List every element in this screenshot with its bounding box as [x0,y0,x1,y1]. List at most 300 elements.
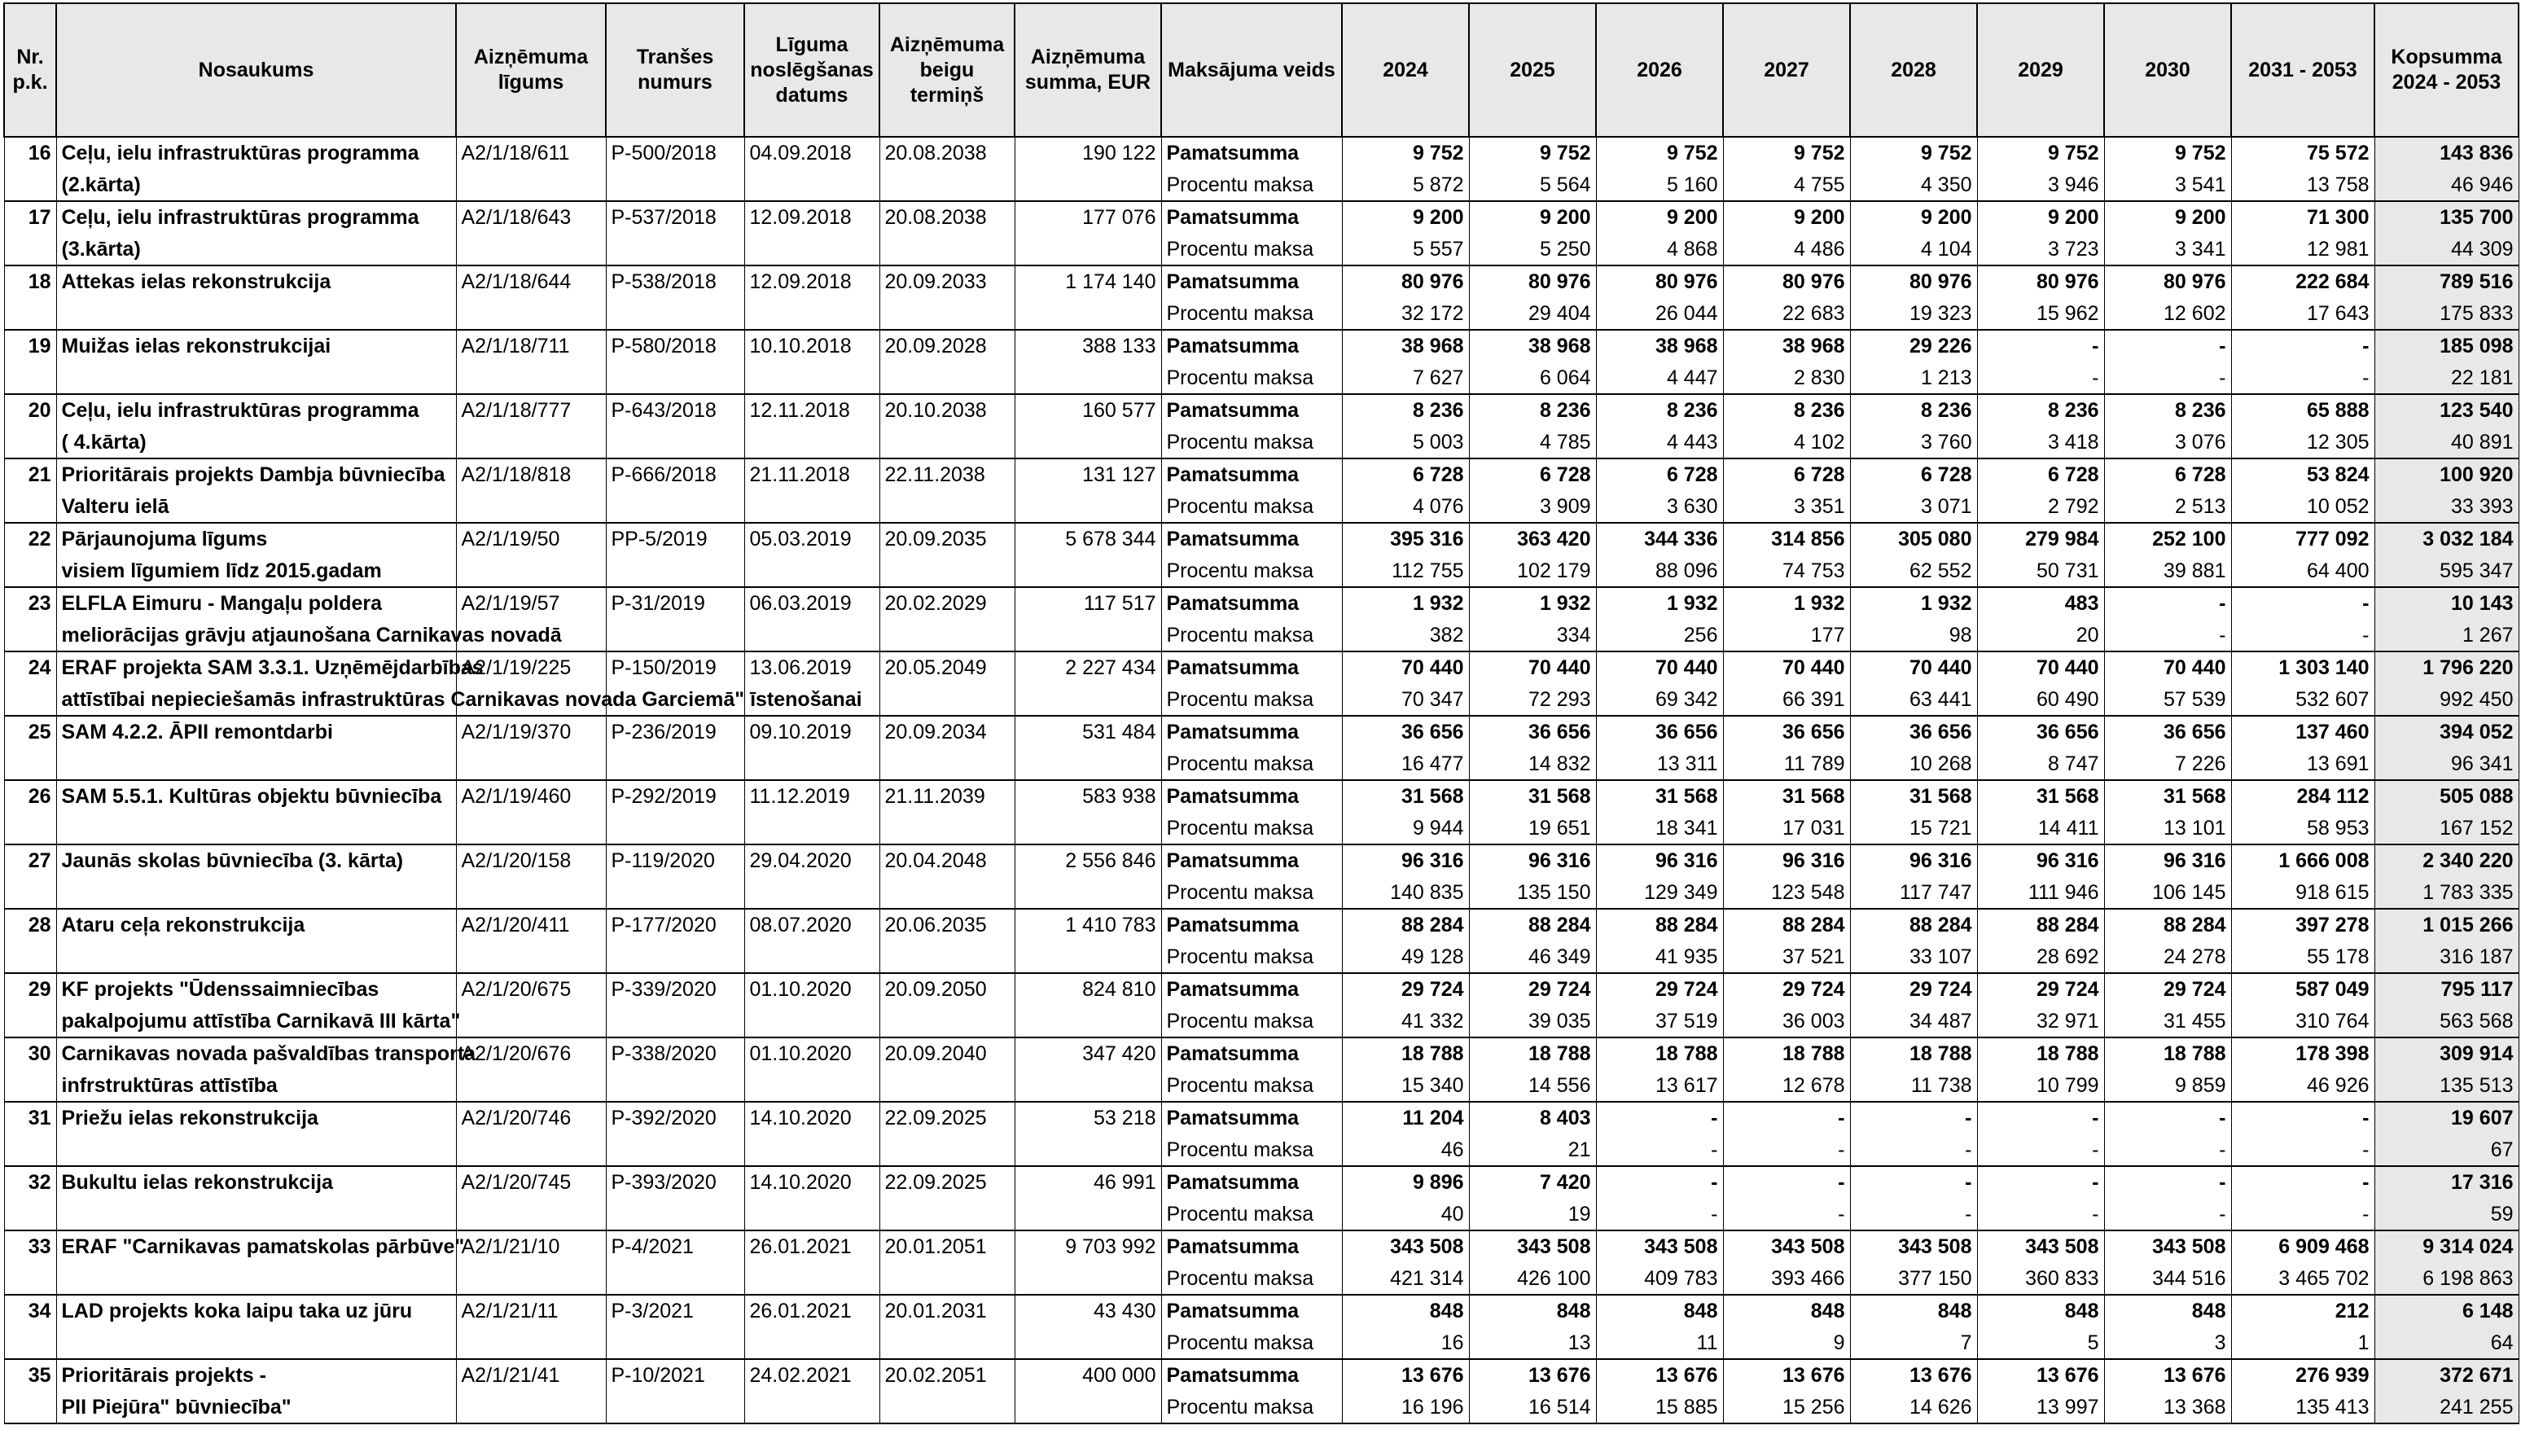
row-value: 53 824 [2231,458,2374,491]
row-number: 24 [4,651,56,684]
row-value: 15 962 [1977,298,2104,331]
row-value: 111 946 [1977,877,2104,910]
row-value: - [1850,1134,1977,1167]
row-total: 22 181 [2374,362,2519,395]
row-total: 9 314 024 [2374,1230,2519,1263]
empty-cell [4,1263,56,1296]
empty-cell [744,1006,879,1038]
empty-cell [456,234,606,266]
table-row [4,1295,2519,1327]
row-value: 31 568 [1596,780,1723,813]
row-end-term: 20.04.2048 [879,844,1015,877]
row-loan-agreement: A2/1/21/41 [456,1359,606,1392]
row-value: 6 728 [2104,458,2231,491]
row-value: - [1596,1102,1723,1134]
row-number: 22 [4,523,56,555]
row-payment-type: Pamatsumma [1161,1037,1342,1070]
table-row [4,651,2519,684]
row-payment-type: Procentu maksa [1161,427,1342,459]
table-row [4,137,2519,169]
row-name-continued: pakalpojumu attīstība Carnikavā III kārta" [56,1006,456,1038]
row-value: 80 976 [1469,265,1596,298]
row-value: 49 128 [1342,941,1469,974]
row-tranche: P-236/2019 [606,716,744,748]
row-value: 62 552 [1850,555,1977,588]
row-value: 106 145 [2104,877,2231,910]
row-value: 140 835 [1342,877,1469,910]
row-payment-type: Procentu maksa [1161,1327,1342,1360]
row-value: 39 881 [2104,555,2231,588]
header-2028: 2028 [1850,3,1977,137]
row-tranche: P-580/2018 [606,330,744,362]
row-name-continued: meliorācijas grāvju atjaunošana Carnikavas novadā [56,620,456,652]
row-value: - [1723,1199,1850,1231]
empty-cell [4,555,56,588]
row-value: 129 349 [1596,877,1723,910]
row-value: 8 236 [1596,394,1723,427]
row-value: 343 508 [1469,1230,1596,1263]
row-value: 177 [1723,620,1850,652]
row-value: 70 440 [1469,651,1596,684]
row-loan-agreement: A2/1/19/370 [456,716,606,748]
row-value: 32 971 [1977,1006,2104,1038]
row-value: 3 723 [1977,234,2104,266]
empty-cell [744,941,879,974]
row-value: 96 316 [1596,844,1723,877]
empty-cell [606,1327,744,1360]
row-value: 3 341 [2104,234,2231,266]
empty-cell [1015,684,1161,717]
empty-cell [606,877,744,910]
row-end-term: 20.10.2038 [879,394,1015,427]
row-total: 795 117 [2374,973,2519,1006]
row-value: 12 305 [2231,427,2374,459]
row-value: 63 441 [1850,684,1977,717]
row-value: 13 676 [1469,1359,1596,1392]
empty-cell [606,427,744,459]
row-value: 64 400 [2231,555,2374,588]
row-number: 32 [4,1166,56,1199]
row-total: 1 796 220 [2374,651,2519,684]
row-date-signed: 01.10.2020 [744,1037,879,1070]
row-value: 5 564 [1469,169,1596,202]
empty-cell [879,1392,1015,1424]
row-value: 16 [1342,1327,1469,1360]
row-value: 88 284 [1723,909,1850,941]
empty-cell [1015,1006,1161,1038]
row-value: 13 691 [2231,748,2374,781]
row-value: 344 516 [2104,1263,2231,1296]
row-tranche: P-10/2021 [606,1359,744,1392]
row-value: 28 692 [1977,941,2104,974]
empty-cell [879,427,1015,459]
row-value: 19 [1469,1199,1596,1231]
row-value: 9 200 [1850,201,1977,234]
row-end-term: 20.08.2038 [879,201,1015,234]
row-name-continued: ( 4.kārta) [56,427,456,459]
row-value: - [1723,1134,1850,1167]
table-row [4,1263,2519,1296]
empty-cell [879,555,1015,588]
row-loan-agreement: A2/1/20/746 [456,1102,606,1134]
row-value: - [1977,1166,2104,1199]
row-date-signed: 29.04.2020 [744,844,879,877]
empty-cell [4,491,56,524]
row-value: 50 731 [1977,555,2104,588]
row-tranche: P-3/2021 [606,1295,744,1327]
row-name: ELFLA Eimuru - Mangaļu poldera [56,587,456,620]
loan-table [3,2,2519,1424]
row-value: 41 935 [1596,941,1723,974]
row-value: 36 656 [1469,716,1596,748]
empty-cell [1015,298,1161,331]
row-value: 57 539 [2104,684,2231,717]
row-value: 6 909 468 [2231,1230,2374,1263]
row-value: 10 799 [1977,1070,2104,1103]
row-payment-type: Procentu maksa [1161,1392,1342,1424]
row-value: 66 391 [1723,684,1850,717]
table-row [4,780,2519,813]
table-row [4,362,2519,395]
row-total: 17 316 [2374,1166,2519,1199]
row-value: 6 728 [1850,458,1977,491]
row-value: 5 160 [1596,169,1723,202]
row-value: 36 003 [1723,1006,1850,1038]
row-end-term: 20.08.2038 [879,137,1015,169]
row-value: - [1977,1134,2104,1167]
row-value: - [2231,330,2374,362]
row-value: 7 [1850,1327,1977,1360]
row-name-continued [56,1199,456,1231]
row-value: 29 724 [1469,973,1596,1006]
row-value: 4 785 [1469,427,1596,459]
row-value: 848 [1850,1295,1977,1327]
row-value: - [1596,1134,1723,1167]
row-date-signed: 01.10.2020 [744,973,879,1006]
empty-cell [456,1263,606,1296]
row-name: Ceļu, ielu infrastruktūras programma [56,201,456,234]
empty-cell [879,748,1015,781]
row-value: - [1850,1166,1977,1199]
row-payment-type: Pamatsumma [1161,909,1342,941]
empty-cell [456,362,606,395]
row-value: 29 226 [1850,330,1977,362]
row-name-continued [56,748,456,781]
row-payment-type: Procentu maksa [1161,813,1342,845]
row-payment-type: Pamatsumma [1161,716,1342,748]
row-value: - [1850,1102,1977,1134]
row-total: 64 [2374,1327,2519,1360]
empty-cell [606,748,744,781]
header-nr: Nr. p.k. [4,3,56,137]
row-value: 96 316 [1850,844,1977,877]
row-value: 98 [1850,620,1977,652]
row-value: 14 832 [1469,748,1596,781]
row-name: ERAF projekta SAM 3.3.1. Uzņēmējdarbības [56,651,456,684]
row-total: 10 143 [2374,587,2519,620]
empty-cell [744,1392,879,1424]
row-number: 19 [4,330,56,362]
row-number: 34 [4,1295,56,1327]
row-tranche: P-666/2018 [606,458,744,491]
row-value: 18 788 [1342,1037,1469,1070]
row-tranche: P-500/2018 [606,137,744,169]
row-end-term: 20.06.2035 [879,909,1015,941]
row-value: 1 932 [1850,587,1977,620]
row-name: ERAF "Carnikavas pamatskolas pārbūve" [56,1230,456,1263]
row-value: 70 440 [1723,651,1850,684]
header-2029: 2029 [1977,3,2104,137]
empty-cell [879,813,1015,845]
empty-cell [456,1199,606,1231]
empty-cell [4,1134,56,1167]
row-value: 18 788 [2104,1037,2231,1070]
row-tranche: P-538/2018 [606,265,744,298]
row-value: - [1596,1166,1723,1199]
row-value: 1 213 [1850,362,1977,395]
row-date-signed: 11.12.2019 [744,780,879,813]
row-value: 58 953 [2231,813,2374,845]
row-value: 69 342 [1596,684,1723,717]
row-value: 9 752 [2104,137,2231,169]
row-value: - [2231,1102,2374,1134]
row-loan-agreement: A2/1/20/411 [456,909,606,941]
row-value: 102 179 [1469,555,1596,588]
header-payment-type: Maksājuma veids [1161,3,1342,137]
empty-cell [606,1006,744,1038]
row-value: 31 568 [1469,780,1596,813]
row-value: 9 200 [2104,201,2231,234]
row-payment-type: Procentu maksa [1161,684,1342,717]
table-row [4,1102,2519,1134]
empty-cell [744,234,879,266]
empty-cell [456,813,606,845]
empty-cell [744,813,879,845]
empty-cell [4,362,56,395]
row-value: 31 568 [1723,780,1850,813]
row-value: 3 418 [1977,427,2104,459]
row-date-signed: 13.06.2019 [744,651,879,684]
row-value: 3 [2104,1327,2231,1360]
row-loan-agreement: A2/1/19/460 [456,780,606,813]
row-end-term: 20.09.2028 [879,330,1015,362]
table-row [4,1006,2519,1038]
empty-cell [879,1070,1015,1103]
row-value: 3 760 [1850,427,1977,459]
row-value: 17 643 [2231,298,2374,331]
row-name-continued [56,1263,456,1296]
row-total: 789 516 [2374,265,2519,298]
row-total: 595 347 [2374,555,2519,588]
row-total: 185 098 [2374,330,2519,362]
row-date-signed: 14.10.2020 [744,1166,879,1199]
row-name: Bukultu ielas rekonstrukcija [56,1166,456,1199]
row-value: 88 284 [1342,909,1469,941]
empty-cell [1015,620,1161,652]
table-row [4,555,2519,588]
row-value: - [2231,620,2374,652]
row-payment-type: Procentu maksa [1161,1070,1342,1103]
row-tranche: P-338/2020 [606,1037,744,1070]
row-value: 80 976 [2104,265,2231,298]
row-total: 394 052 [2374,716,2519,748]
row-total: 505 088 [2374,780,2519,813]
row-value: 1 932 [1469,587,1596,620]
table-row [4,201,2519,234]
row-amount: 53 218 [1015,1102,1161,1134]
row-number: 26 [4,780,56,813]
empty-cell [606,1392,744,1424]
empty-cell [456,555,606,588]
table-row [4,1199,2519,1231]
row-value: - [2104,330,2231,362]
row-date-signed: 12.09.2018 [744,265,879,298]
row-name-continued [56,813,456,845]
row-value: 80 976 [1977,265,2104,298]
row-name: Prioritārais projekts - [56,1359,456,1392]
table-row [4,844,2519,877]
row-value: 3 541 [2104,169,2231,202]
row-value: 4 102 [1723,427,1850,459]
row-loan-agreement: A2/1/18/644 [456,265,606,298]
row-payment-type: Pamatsumma [1161,651,1342,684]
row-payment-type: Pamatsumma [1161,201,1342,234]
row-payment-type: Pamatsumma [1161,458,1342,491]
empty-cell [1015,555,1161,588]
table-row [4,748,2519,781]
row-value: 343 508 [2104,1230,2231,1263]
row-value: 10 052 [2231,491,2374,524]
row-value: - [1723,1102,1850,1134]
row-value: 36 656 [1723,716,1850,748]
row-end-term: 20.09.2033 [879,265,1015,298]
row-value: 18 788 [1469,1037,1596,1070]
row-number: 35 [4,1359,56,1392]
empty-cell [1015,1263,1161,1296]
row-value: 96 316 [1342,844,1469,877]
row-total: 44 309 [2374,234,2519,266]
row-value: 8 236 [1850,394,1977,427]
row-value: 12 602 [2104,298,2231,331]
table-row [4,941,2519,974]
row-total: 135 700 [2374,201,2519,234]
row-value: - [2104,1199,2231,1231]
empty-cell [606,1199,744,1231]
row-value: 9 752 [1850,137,1977,169]
table-row [4,234,2519,266]
empty-cell [456,427,606,459]
empty-cell [744,1134,879,1167]
row-value: 32 172 [1342,298,1469,331]
row-value: 344 336 [1596,523,1723,555]
row-amount: 177 076 [1015,201,1161,234]
row-value: 16 477 [1342,748,1469,781]
row-total: 167 152 [2374,813,2519,845]
table-row [4,877,2519,910]
row-value: 15 340 [1342,1070,1469,1103]
row-value: - [2104,620,2231,652]
row-value: 29 724 [1342,973,1469,1006]
empty-cell [1015,748,1161,781]
row-name-continued: infrstruktūras attīstība [56,1070,456,1103]
row-total: 123 540 [2374,394,2519,427]
row-name: Ceļu, ielu infrastruktūras programma [56,394,456,427]
row-value: 393 466 [1723,1263,1850,1296]
table-row [4,1037,2519,1070]
row-name: LAD projekts koka laipu taka uz jūru [56,1295,456,1327]
empty-cell [879,1263,1015,1296]
empty-cell [1015,1134,1161,1167]
row-date-signed: 12.09.2018 [744,201,879,234]
row-value: 6 728 [1723,458,1850,491]
table-row [4,491,2519,524]
table-row [4,394,2519,427]
row-number: 33 [4,1230,56,1263]
table-row [4,523,2519,555]
empty-cell [744,620,879,652]
row-value: 70 440 [1977,651,2104,684]
row-value: 19 323 [1850,298,1977,331]
row-value: 343 508 [1723,1230,1850,1263]
row-amount: 1 410 783 [1015,909,1161,941]
row-value: 88 096 [1596,555,1723,588]
row-value: 212 [2231,1295,2374,1327]
row-value: 14 556 [1469,1070,1596,1103]
row-number: 18 [4,265,56,298]
table-row [4,1327,2519,1360]
table-row [4,1392,2519,1424]
row-tranche: P-119/2020 [606,844,744,877]
row-payment-type: Procentu maksa [1161,1199,1342,1231]
row-value: 70 440 [1342,651,1469,684]
row-value: 532 607 [2231,684,2374,717]
row-value: 13 617 [1596,1070,1723,1103]
header-total: Kopsumma 2024 - 2053 [2374,3,2519,137]
row-tranche: P-392/2020 [606,1102,744,1134]
row-value: 18 788 [1850,1037,1977,1070]
row-value: 587 049 [2231,973,2374,1006]
row-value: 14 411 [1977,813,2104,845]
row-tranche: P-150/2019 [606,651,744,684]
row-value: 135 150 [1469,877,1596,910]
row-value: 31 568 [1977,780,2104,813]
row-value: 19 651 [1469,813,1596,845]
row-name: SAM 4.2.2. ĀPII remontdarbi [56,716,456,748]
row-payment-type: Pamatsumma [1161,587,1342,620]
row-value: 31 568 [1342,780,1469,813]
empty-cell [744,1070,879,1103]
row-value: 2 792 [1977,491,2104,524]
row-loan-agreement: A2/1/18/611 [456,137,606,169]
row-value: 7 627 [1342,362,1469,395]
row-value: 88 284 [1850,909,1977,941]
row-value: 18 788 [1977,1037,2104,1070]
row-payment-type: Pamatsumma [1161,137,1342,169]
empty-cell [606,941,744,974]
empty-cell [456,298,606,331]
row-payment-type: Procentu maksa [1161,941,1342,974]
row-value: 74 753 [1723,555,1850,588]
row-value: 9 200 [1977,201,2104,234]
row-value: 2 513 [2104,491,2231,524]
row-value: 4 486 [1723,234,1850,266]
row-value: 20 [1977,620,2104,652]
row-value: 4 350 [1850,169,1977,202]
row-value: 13 676 [2104,1359,2231,1392]
row-value: - [2231,1166,2374,1199]
row-value: 10 268 [1850,748,1977,781]
row-date-signed: 26.01.2021 [744,1295,879,1327]
